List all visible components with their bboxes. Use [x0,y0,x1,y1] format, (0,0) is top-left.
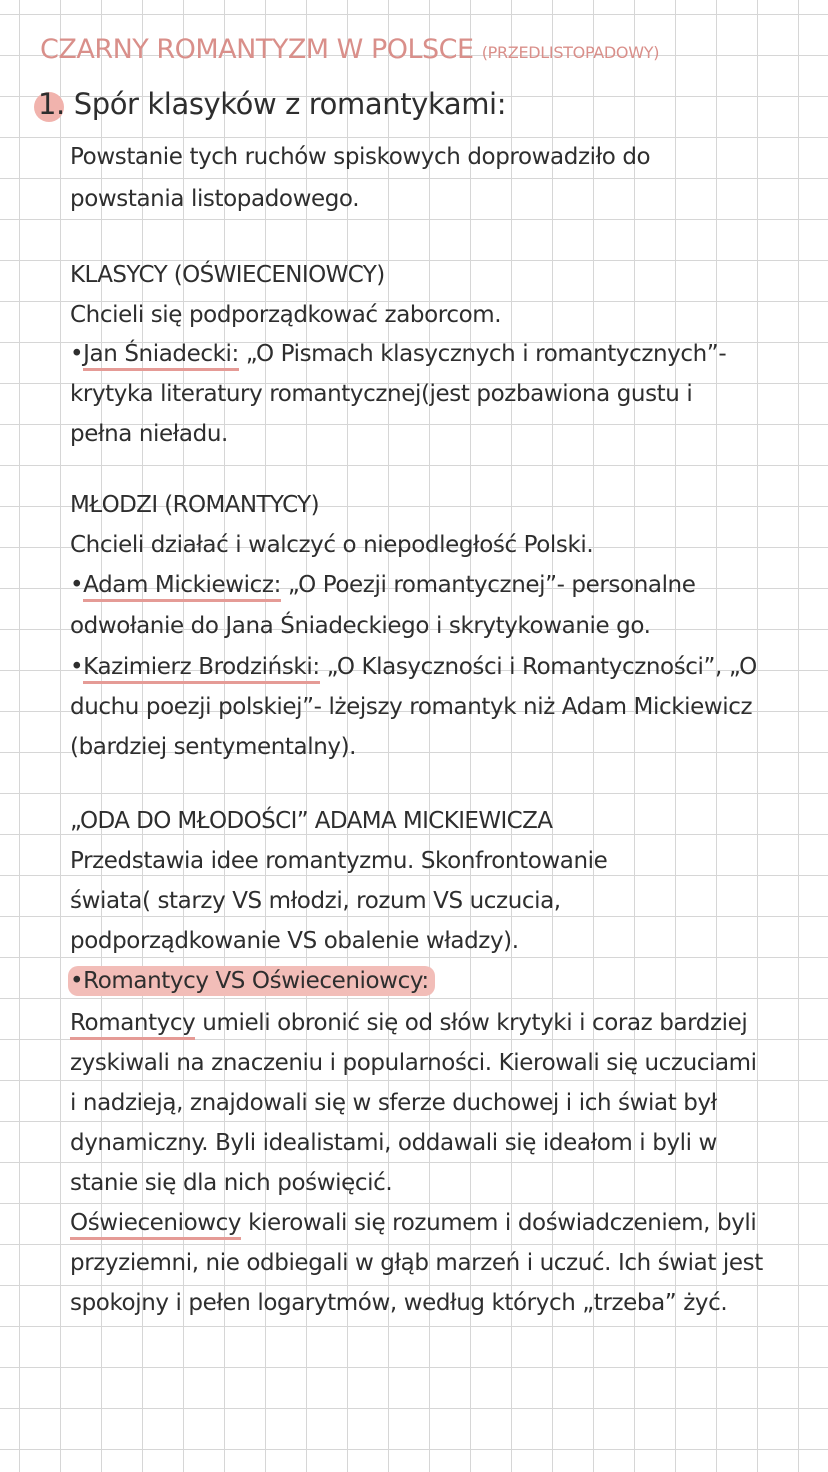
oswieceniowcy-word: Oświeceniowcy [70,1210,241,1240]
mlodzi-line: duchu poezji polskiej”- lżejszy romantyk niż Adam Mickiewicz [70,694,753,720]
work-title: „O Klasyczności i Romantyczności”, „O [319,654,757,680]
romantycy-text: umieli obronić się od słów krytyki i coraz bardziej [195,1010,748,1036]
mlodzi-heading: MŁODZI (ROMANTYCY) [70,492,319,518]
mlodzi-line: Chcieli działać i walczyć o niepodległość Polski. [70,532,594,558]
klasycy-heading: KLASYCY (OŚWIECENIOWCY) [70,262,385,288]
section-number: 1. [38,87,65,121]
intro-line: Powstanie tych ruchów spiskowych doprowadziło do [70,144,651,170]
comparison-heading [70,968,435,994]
highlighted-heading: •Romantycy VS Oświeceniowcy: [68,966,435,996]
klasycy-line: pełna nieładu. [70,421,228,447]
mlodzi-line: (bardziej sentymentalny). [70,734,357,760]
romantycy-line: dynamiczny. Byli idealistami, oddawali się ideałom i byli w [70,1130,717,1156]
author-jan-sniadecki: Jan Śniadecki: [83,341,239,371]
oda-line: podporządkowanie VS obalenie władzy). [70,928,519,954]
oda-line: Przedstawia idee romantyzmu. Skonfrontowanie [70,848,608,874]
romantycy-line: stanie się dla nich poświęcić. [70,1170,393,1196]
oswieceniowcy-line [70,1210,756,1236]
oda-line: świata( starzy VS młodzi, rozum VS uczucia, [70,888,561,914]
mlodzi-bullet-line [70,572,695,598]
romantycy-line: i nadzieją, znajdowali się w sferze duchowej i ich świat był [70,1090,717,1116]
page-title-main: CZARNY ROMANTYZM W POLSCE [40,34,474,65]
bullet: • [70,572,84,598]
section-heading [38,87,506,121]
page-title [40,34,659,65]
mlodzi-line: odwołanie do Jana Śniadeckiego i skrytykowanie go. [70,613,651,639]
oda-heading: „ODA DO MŁODOŚCI” ADAMA MICKIEWICZA [70,808,553,834]
romantycy-word: Romantycy [70,1010,195,1040]
romantycy-line: zyskiwali na znaczeniu i popularności. Kierowali się uczuciami [70,1050,757,1076]
oswieceniowcy-line: spokojny i pełen logarytmów, według których „trzeba” żyć. [70,1290,728,1316]
author-adam-mickiewicz: Adam Mickiewicz: [83,572,281,602]
mlodzi-bullet-line [70,654,757,680]
bullet: • [70,341,84,367]
oswieceniowcy-line: przyziemni, nie odbiegali w głąb marzeń i uczuć. Ich świat jest [70,1250,763,1276]
author-kazimierz-brodzinski: Kazimierz Brodziński: [83,654,320,684]
page-title-sub: (PRZEDLISTOPADOWY) [481,43,660,62]
bullet: • [70,654,84,680]
section-heading-text: Spór klasyków z romantykami: [73,87,507,121]
klasycy-line: Chcieli się podporządkować zaborcom. [70,302,502,328]
oswieceniowcy-text: kierowali się rozumem i doświadczeniem, byli [241,1210,757,1236]
klasycy-line: krytyka literatury romantycznej(jest pozbawiona gustu i [70,381,693,407]
klasycy-bullet-line [70,341,726,367]
intro-line: powstania listopadowego. [70,186,360,212]
work-title: „O Poezji romantycznej”- personalne [280,572,696,598]
work-title: „O Pismach klasycznych i romantycznych”- [238,341,727,367]
romantycy-line [70,1010,747,1036]
